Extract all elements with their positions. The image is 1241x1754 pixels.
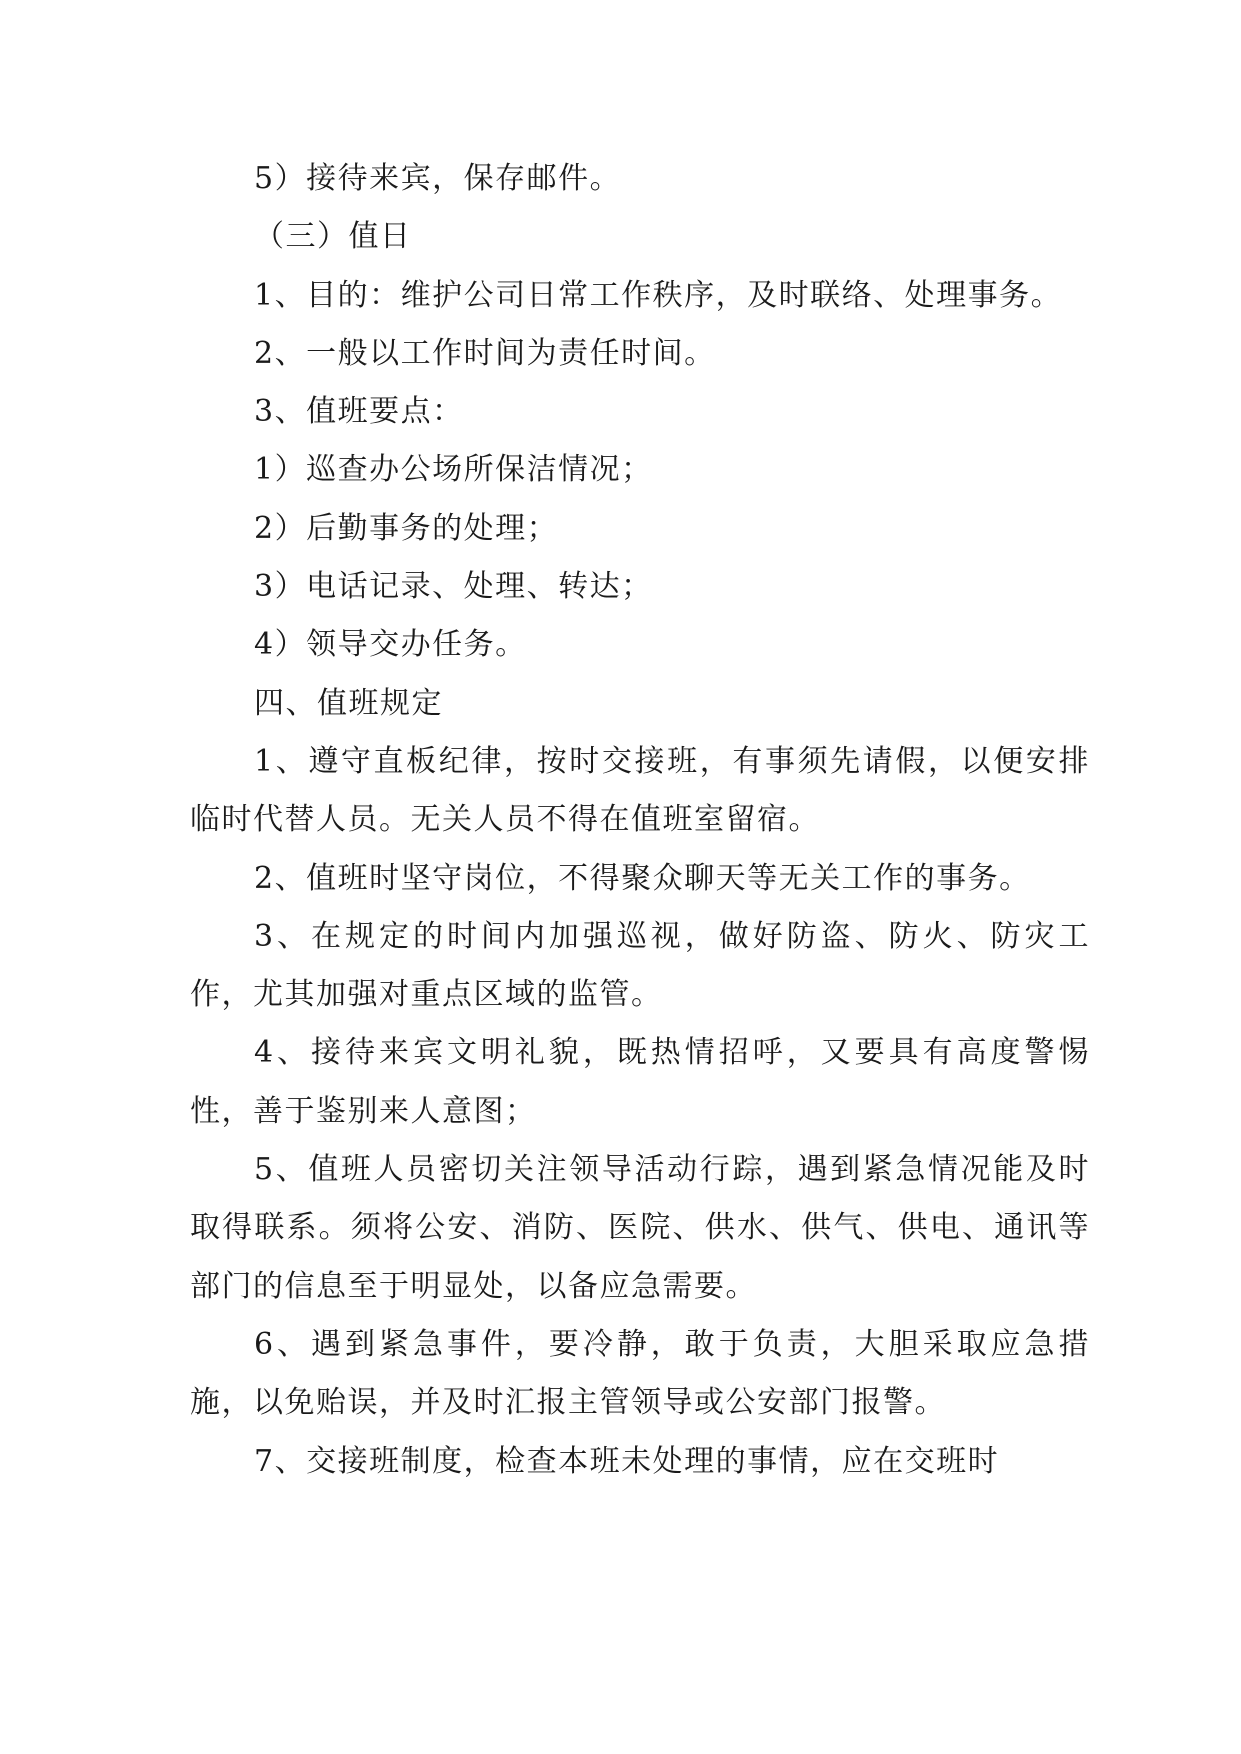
paragraph-point-4: 4）领导交办任务。 bbox=[254, 627, 527, 663]
paragraph-rule-1: 1、遵守直板纪律，按时交接班，有事须先请假，以便安排临时代替人员。无关人员不得在值班室留宿。 bbox=[190, 743, 1090, 838]
paragraph-purpose: 1、目的：维护公司日常工作秩序，及时联络、处理事务。 bbox=[254, 277, 1063, 313]
paragraph-rule-3: 3、在规定的时间内加强巡视，做好防盗、防火、防灾工作，尤其加强对重点区域的监管。 bbox=[190, 918, 1090, 1013]
paragraph-rule-5: 5、值班人员密切关注领导活动行踪，遇到紧急情况能及时取得联系。须将公安、消防、医院、供水、供气、供电、通讯等部门的信息至于明显处，以备应急需要。 bbox=[190, 1152, 1090, 1304]
document-page bbox=[190, 150, 1090, 1491]
paragraph-duty-points: 3、值班要点： bbox=[254, 394, 464, 430]
paragraph-point-1: 1）巡查办公场所保洁情况； bbox=[254, 452, 653, 488]
paragraph-rule-7: 7、交接班制度，检查本班未处理的事情，应在交班时 bbox=[254, 1443, 1000, 1479]
section-heading-duty-day: （三）值日 bbox=[254, 219, 412, 255]
section-heading-duty-rules: 四、值班规定 bbox=[254, 685, 443, 721]
paragraph-rule-4: 4、接待来宾文明礼貌，既热情招呼，又要具有高度警惕性，善于鉴别来人意图； bbox=[190, 1035, 1090, 1129]
paragraph-item-5-reception: 5）接待来宾，保存邮件。 bbox=[254, 161, 622, 196]
paragraph-rule-2: 2、值班时坚守岗位，不得聚众聊天等无关工作的事务。 bbox=[254, 860, 1031, 896]
paragraph-point-2: 2）后勤事务的处理； bbox=[254, 510, 559, 546]
paragraph-responsibility-time: 2、一般以工作时间为责任时间。 bbox=[254, 335, 716, 371]
paragraph-point-3: 3）电话记录、处理、转达； bbox=[254, 569, 653, 605]
paragraph-rule-6: 6、遇到紧急事件，要冷静，敢于负责，大胆采取应急措施，以免贻误，并及时汇报主管领导或公安部门报警。 bbox=[190, 1326, 1090, 1421]
